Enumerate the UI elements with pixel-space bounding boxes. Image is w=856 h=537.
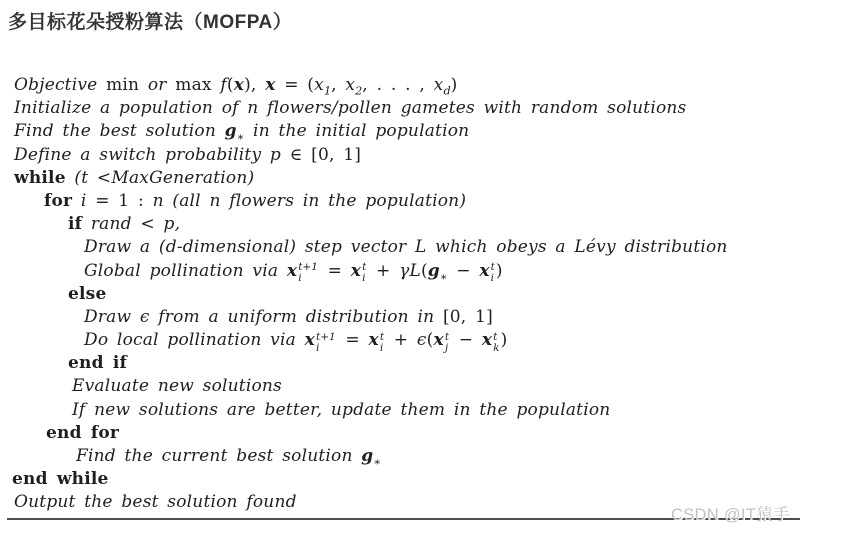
algo-text: ) bbox=[450, 75, 458, 95]
algo-text: in the initial population bbox=[244, 121, 470, 142]
algo-text: rand < p, bbox=[82, 214, 181, 235]
algo-text: else bbox=[68, 283, 107, 304]
algo-text: f bbox=[220, 75, 227, 95]
algo-text: ∗ bbox=[236, 130, 245, 144]
algo-text: x bbox=[304, 330, 315, 351]
algo-text: d bbox=[443, 84, 451, 98]
math-supsub: t i bbox=[379, 330, 385, 354]
algo-text: x bbox=[286, 260, 298, 281]
algo-line bbox=[0, 97, 856, 120]
algo-text: n (all n flowers in the population) bbox=[143, 190, 467, 211]
algo-line bbox=[0, 213, 856, 236]
algo-line bbox=[0, 167, 856, 190]
algo-text: ( bbox=[420, 260, 428, 281]
algo-text: ) bbox=[495, 260, 503, 281]
algo-line bbox=[0, 306, 856, 329]
algo-text: Evaluate new solutions bbox=[72, 376, 282, 397]
algo-text: = bbox=[318, 260, 351, 281]
algo-text: Output the best solution found bbox=[14, 492, 297, 513]
algo-text: = bbox=[336, 330, 369, 351]
algo-text: min bbox=[97, 75, 148, 95]
algo-text: , . . . , bbox=[362, 75, 434, 95]
page-title: 多目标花朵授粉算法（MOFPA） bbox=[8, 12, 293, 33]
math-supsub: t k bbox=[493, 330, 500, 354]
algo-text: γL bbox=[399, 260, 421, 281]
algo-text: + bbox=[385, 330, 417, 351]
algo-text: x bbox=[350, 260, 362, 281]
math-supsub: t i bbox=[362, 261, 367, 285]
algo-text: Find the best solution bbox=[14, 121, 225, 142]
math-supsub: t j bbox=[444, 330, 450, 354]
algo-text: − bbox=[447, 260, 480, 281]
algo-line bbox=[0, 329, 856, 352]
algo-text: Objective bbox=[14, 75, 98, 95]
algo-text: = 1 : bbox=[95, 190, 144, 211]
algo-text: x bbox=[314, 75, 324, 95]
algo-line bbox=[0, 468, 856, 491]
algo-text: max bbox=[166, 75, 221, 95]
algo-text: Do local pollination via bbox=[84, 330, 305, 351]
algo-text: ( bbox=[226, 75, 234, 95]
algo-line bbox=[0, 352, 856, 375]
algo-text: [0, 1] bbox=[442, 306, 493, 327]
csdn-watermark: CSDN @IT猿手 bbox=[671, 506, 790, 524]
algo-text: + bbox=[367, 260, 400, 281]
algo-text: Draw a (d-dimensional) step vector L which obeys a Lévy distribution bbox=[84, 237, 728, 258]
algo-line bbox=[0, 375, 856, 398]
algo-text: g bbox=[361, 446, 374, 466]
algo-line bbox=[0, 144, 856, 167]
algo-text: , bbox=[331, 75, 346, 95]
algo-text: end if bbox=[68, 353, 128, 374]
algo-text: ) bbox=[500, 330, 508, 351]
algorithm-pseudocode bbox=[0, 74, 856, 515]
algo-text: x bbox=[479, 260, 490, 281]
algo-text: x bbox=[345, 75, 356, 95]
algo-line bbox=[0, 236, 856, 259]
algo-text: Find the current best solution bbox=[76, 446, 362, 466]
algo-text: while bbox=[14, 167, 66, 188]
algo-line bbox=[0, 445, 856, 468]
algo-line bbox=[0, 422, 856, 445]
algo-text: if bbox=[68, 214, 83, 235]
algo-text: x bbox=[481, 330, 493, 351]
algo-text: ∗ bbox=[373, 455, 382, 469]
algo-text: If new solutions are better, update them in the population bbox=[72, 399, 611, 420]
algo-text: end for bbox=[46, 422, 120, 443]
algo-text: x bbox=[433, 330, 444, 351]
algo-text: ( bbox=[426, 330, 434, 351]
algo-line bbox=[0, 283, 856, 306]
algo-text: Global pollination via bbox=[84, 260, 287, 281]
algo-text: − bbox=[450, 330, 482, 351]
math-supsub: t+1 i bbox=[315, 330, 336, 354]
math-supsub: t i bbox=[490, 261, 495, 285]
algo-text: x bbox=[265, 75, 276, 95]
algo-line bbox=[0, 74, 856, 97]
algo-text: Define a switch probability p bbox=[14, 144, 290, 165]
math-supsub: t+1 i bbox=[298, 261, 318, 285]
algo-text: g bbox=[224, 121, 237, 142]
algo-line bbox=[0, 260, 856, 283]
algo-text: x bbox=[368, 330, 379, 351]
algo-text: i bbox=[72, 190, 96, 211]
algo-line bbox=[0, 190, 856, 213]
algo-text: x bbox=[233, 75, 245, 95]
algo-line bbox=[0, 120, 856, 143]
algo-text: ∗ bbox=[439, 269, 448, 283]
algo-text: 1 bbox=[323, 84, 332, 98]
algo-text: Draw ϵ from a uniform distribution in bbox=[84, 306, 443, 327]
algo-text: for bbox=[44, 190, 73, 211]
algo-text: g bbox=[427, 260, 440, 281]
algo-text: end while bbox=[12, 469, 109, 490]
algo-text: ∈ [0, 1] bbox=[289, 144, 362, 165]
algo-text: (t <MaxGeneration) bbox=[65, 167, 255, 188]
algo-text: = ( bbox=[275, 75, 315, 95]
algo-text: ϵ bbox=[416, 330, 427, 351]
algo-text: ), bbox=[244, 75, 266, 95]
algo-line bbox=[0, 399, 856, 422]
algo-text: 2 bbox=[355, 84, 363, 98]
algo-text: x bbox=[433, 75, 444, 95]
algo-text: or bbox=[147, 75, 167, 95]
algo-text: Initialize a population of n flowers/pollen gametes with random solutions bbox=[14, 98, 687, 119]
